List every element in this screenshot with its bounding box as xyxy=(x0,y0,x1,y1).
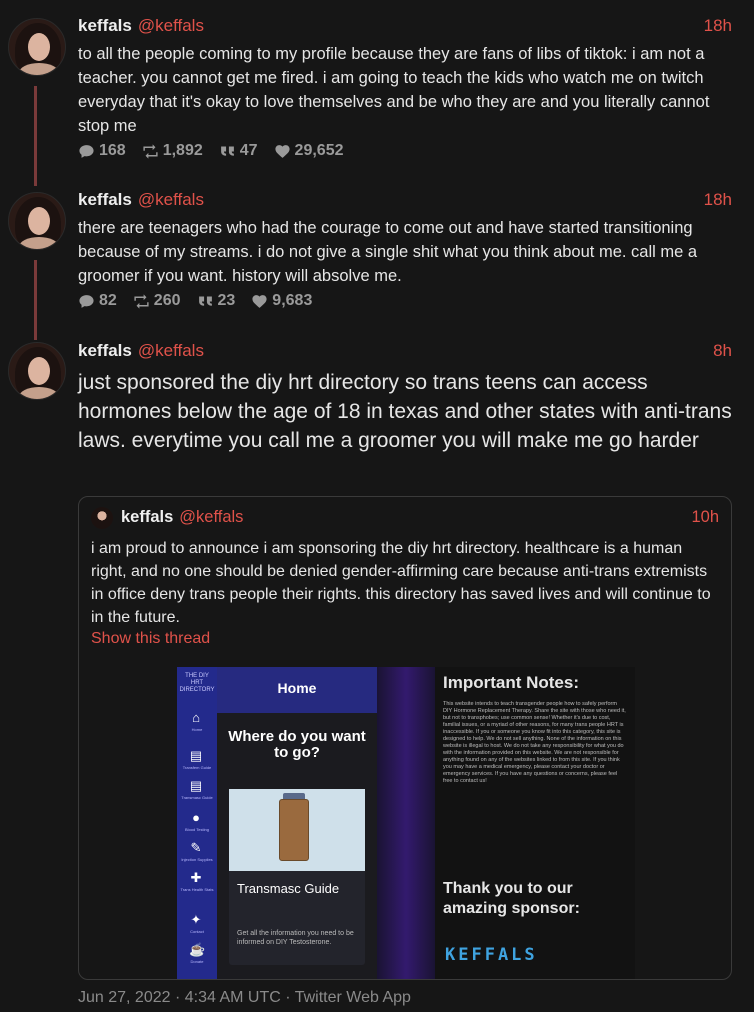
thread-connector xyxy=(34,260,37,340)
like-stat[interactable]: 29,652 xyxy=(274,142,344,160)
notes-body: This website intends to teach transgender people how to safely perform DIY Hormone Replacement Therapy. Share the site with those who need it, but not to transphobes; use common sense! Whether it's due to cost, familial issues, or a myriad of other reasons, for many trans people HRT is inaccessible. If you or someone you know fit into this category, this site is designed to help. We do not sell anything. None of the information on this website is illegal to host. We do not take any responsibility for what you do with the information provided on this website. We are not responsible for anything found on any of the websites linked to from this site. If you think you may have a medical emergency, please contact your doctor or emergency services. If you have any questions or concerns, please feel free to contact us! xyxy=(443,701,626,784)
timestamp[interactable]: 18h xyxy=(703,16,732,35)
document-icon: ▤ xyxy=(189,778,203,793)
heart-icon xyxy=(274,143,291,160)
reply-icon xyxy=(78,143,95,160)
image-divider xyxy=(377,667,435,979)
sponsor-thanks: Thank you to our amazing sponsor: xyxy=(443,880,580,917)
site-header-title: Home xyxy=(277,680,317,696)
plus-icon: ✚ xyxy=(190,870,202,885)
retweet-stat[interactable]: 260 xyxy=(133,292,181,310)
username[interactable]: @keffals xyxy=(137,190,204,209)
thread-connector xyxy=(34,86,37,186)
like-stat[interactable]: 9,683 xyxy=(251,292,312,310)
avatar[interactable] xyxy=(8,18,66,76)
timestamp[interactable]: 10h xyxy=(691,508,719,526)
quote-icon xyxy=(219,143,236,160)
vial-image xyxy=(229,789,365,871)
notes-title: Important Notes: xyxy=(443,673,579,692)
tweet-footer[interactable]: Jun 27, 2022 · 4:34 AM UTC · Twitter Web App xyxy=(78,989,411,1006)
card-description: Get all the information you need to be informed on DIY Testosterone. xyxy=(237,930,354,946)
document-icon: ▤ xyxy=(189,748,203,763)
tweet-1[interactable] xyxy=(0,0,754,180)
tweet-text: to all the people coming to my profile because they are fans of libs of tiktok: i am not a teacher. you cannot get me fired. i am going to teach the kids who watch me on twitch everyday that it's okay to love themselves and be who they are and you literally cannot stop me xyxy=(78,45,710,135)
website-main xyxy=(217,667,377,979)
timestamp[interactable]: 8h xyxy=(713,341,732,360)
guide-card xyxy=(229,789,365,965)
syringe-icon: ✎ xyxy=(190,840,202,855)
tweet-2[interactable] xyxy=(0,180,754,330)
reply-stat[interactable]: 82 xyxy=(78,292,117,310)
username[interactable]: @keffals xyxy=(179,508,244,526)
tweet-text: there are teenagers who had the courage to come out and have started transitioning because of my streams. i do not give a single shit what you think about me. call me a groomer if you want. history will absolve me. xyxy=(78,219,698,285)
quoted-tweet-text: i am proud to announce i am sponsoring the diy hrt directory. healthcare is a human right, and no one should be denied gender-affirming care because anti-trans extremists in office deny trans people their rights. this directory has saved lives and will continue to in the future. xyxy=(91,540,711,626)
quote-stat[interactable]: 47 xyxy=(219,142,258,160)
quoted-tweet[interactable] xyxy=(78,496,732,980)
avatar[interactable] xyxy=(8,342,66,400)
display-name[interactable]: keffals xyxy=(78,190,132,209)
quote-stat[interactable]: 23 xyxy=(197,292,236,310)
site-logo: THE DIY HRT DIRECTORY xyxy=(179,673,215,693)
website-sidebar: THE DIY HRT DIRECTORY ⌂ Home ▤ Transfem Guide ▤ Transmasc Guide ● Blood Testing ✎ Injection Supplies ✚ Trans Health Stats ✦ Contact ☕ Donate xyxy=(177,667,217,979)
display-name[interactable]: keffals xyxy=(78,341,132,360)
home-icon: ⌂ xyxy=(192,710,200,725)
reply-icon xyxy=(78,293,95,310)
cup-icon: ☕ xyxy=(189,942,206,957)
tweet-stats xyxy=(78,142,343,160)
sponsor-logo: KEFFALS xyxy=(445,945,538,965)
avatar[interactable] xyxy=(91,507,113,529)
retweet-icon xyxy=(142,143,159,160)
attached-image[interactable] xyxy=(177,667,635,979)
username[interactable]: @keffals xyxy=(137,341,204,360)
blood-drop-icon: ● xyxy=(192,810,200,825)
display-name[interactable]: keffals xyxy=(78,16,132,35)
avatar[interactable] xyxy=(8,192,66,250)
retweet-stat[interactable]: 1,892 xyxy=(142,142,203,160)
show-thread-link[interactable]: Show this thread xyxy=(91,630,211,647)
website-notes xyxy=(435,667,635,979)
twitter-icon: ✦ xyxy=(190,912,202,927)
reply-stat[interactable]: 168 xyxy=(78,142,126,160)
quote-icon xyxy=(197,293,214,310)
retweet-icon xyxy=(133,293,150,310)
display-name[interactable]: keffals xyxy=(121,508,174,526)
timestamp[interactable]: 18h xyxy=(703,190,732,209)
site-question: Where do you want to go? xyxy=(228,728,366,761)
tweet-text: just sponsored the diy hrt directory so trans teens can access hormones below the age of 18 in texas and other states with anti-trans laws. everytime you call me a groomer you will make me go harder xyxy=(78,371,732,452)
username[interactable]: @keffals xyxy=(137,16,204,35)
heart-icon xyxy=(251,293,268,310)
tweet-stats xyxy=(78,292,312,310)
card-title: Transmasc Guide xyxy=(237,881,340,896)
